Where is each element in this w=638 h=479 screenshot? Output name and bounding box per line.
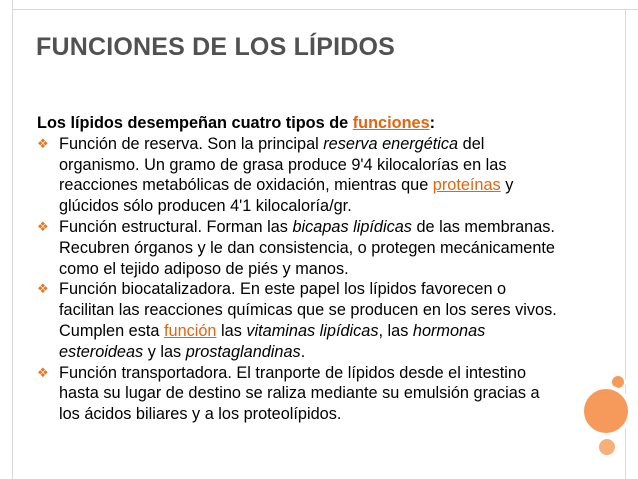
bullet-diamond-icon: ❖ (37, 218, 49, 234)
item-text: y las (143, 342, 186, 361)
decorative-circle-small (596, 436, 618, 458)
list-item-estructural (37, 217, 557, 279)
item-text: del organismo. Un gramo de grasa produce 9'4 kilocalorías en las reacciones metabólicas de oxidación, mientras que (59, 134, 507, 195)
bullet-diamond-icon: ❖ (37, 281, 49, 297)
function-list (37, 134, 557, 425)
item-emphasis: reserva energética (323, 134, 459, 153)
list-item-reserva (37, 134, 557, 217)
item-text: , las (378, 321, 413, 340)
funciones-link[interactable]: funciones (352, 114, 430, 132)
item-text: Función biocatalizadora. En este papel los lípidos favorecen o facilitan las reacciones químicas que se producen en los seres vivos. Cumplen esta (59, 280, 557, 340)
item-text: las (216, 321, 247, 340)
item-text: Función transportadora. El tranporte de lípidos desde el intestino hasta su lugar de destino se raliza mediante su emulsión gracias a los ácidos biliares y a los proteolípidos. (59, 363, 540, 424)
intro-line (37, 113, 557, 134)
item-emphasis: vitaminas lipídicas (246, 321, 379, 340)
intro-suffix: : (429, 114, 436, 132)
item-text: Función estructural. Forman las (59, 217, 293, 236)
list-item-biocatalizadora (37, 279, 557, 362)
slide-frame-left (12, 9, 13, 479)
funcion-link[interactable]: función (163, 321, 217, 340)
proteinas-link[interactable]: proteínas (432, 176, 501, 195)
slide-frame-top (12, 0, 638, 10)
item-emphasis: bicapas lipídicas (292, 217, 412, 236)
item-text: de las membranas. Recubren órganos y le dan consistencia, o protegen mecánicamente como el tejido adiposo de piés y manos. (59, 217, 555, 278)
item-text: y glúcidos sólo producen 4'1 kilocaloría/gr. (59, 176, 514, 216)
item-text: . (300, 342, 306, 361)
item-emphasis: prostaglandinas (185, 342, 301, 361)
bullet-diamond-icon: ❖ (37, 135, 49, 151)
item-text: Función de reserva. Son la principal (59, 134, 324, 153)
bullet-diamond-icon: ❖ (37, 364, 49, 380)
intro-text: Los lípidos desempeñan cuatro tipos de (37, 114, 353, 132)
slide-body (37, 113, 557, 425)
decorative-circle-large (580, 385, 632, 437)
list-item-transportadora (37, 363, 557, 425)
slide-title: FUNCIONES DE LOS LÍPIDOS (36, 33, 395, 61)
item-emphasis: hormonas esteroideas (59, 321, 486, 361)
